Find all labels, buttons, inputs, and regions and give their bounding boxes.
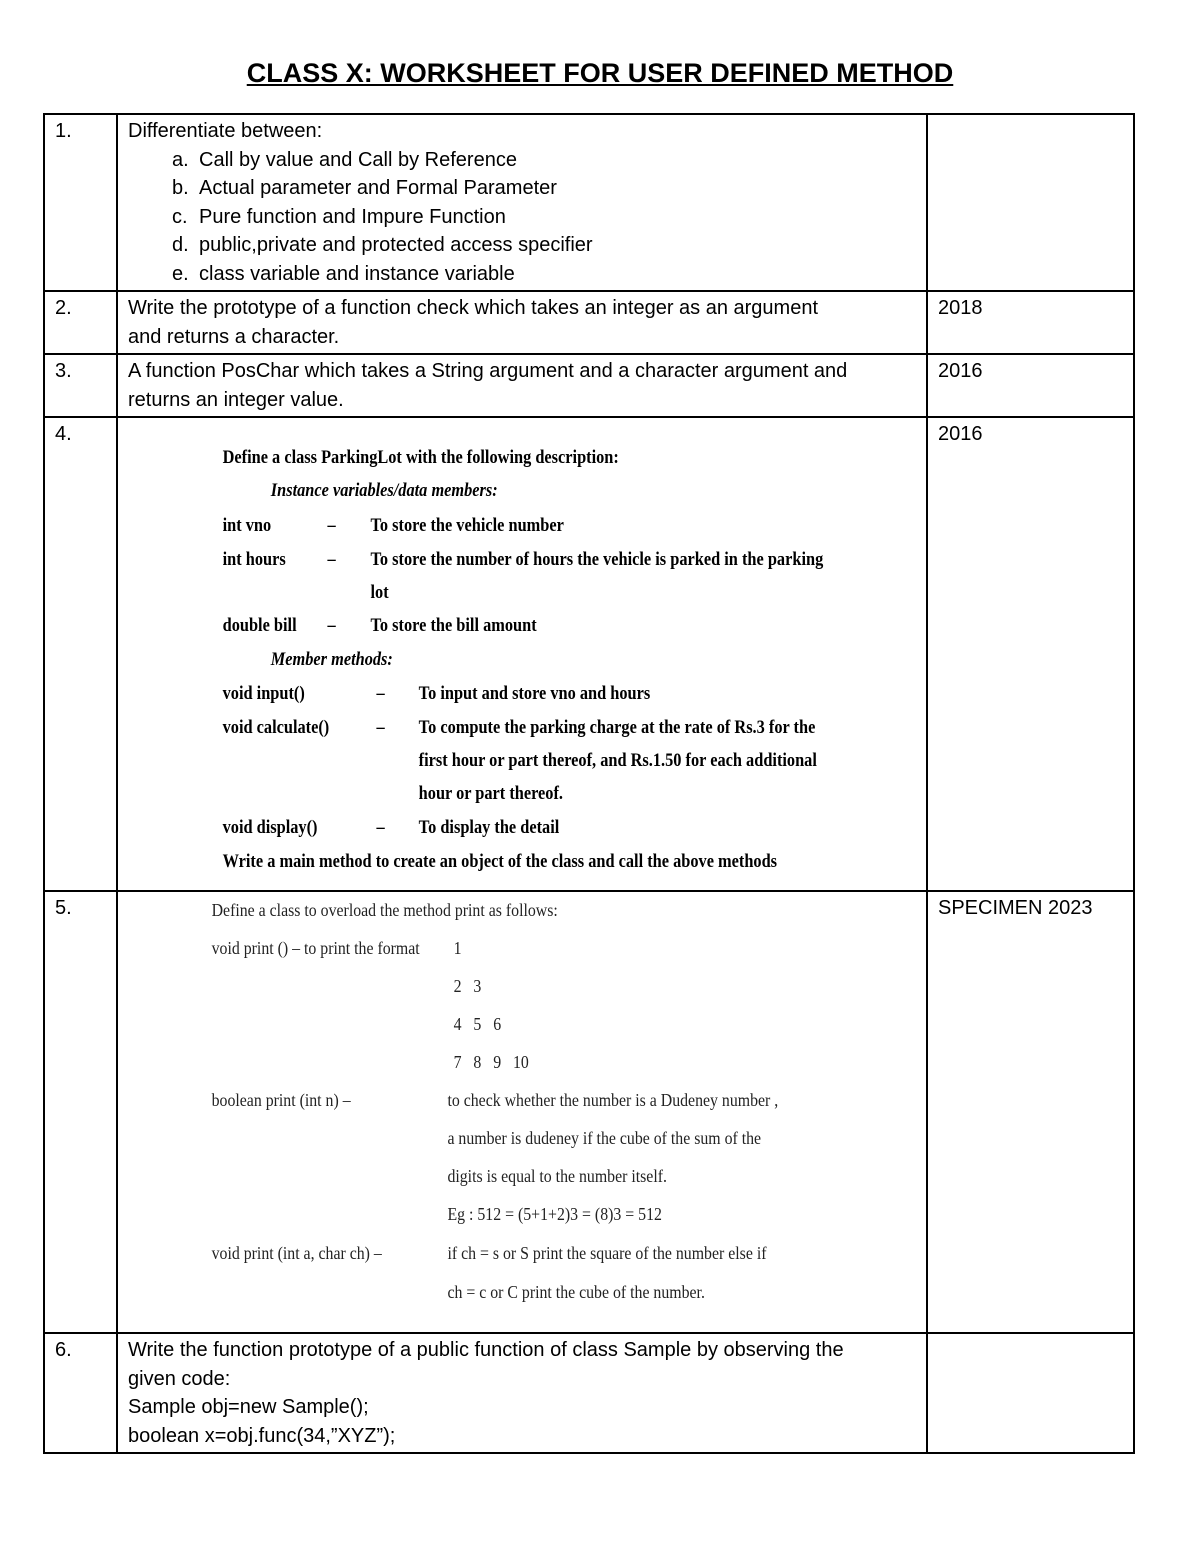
print-method-3-desc-cont: ch = c or C print the cube of the number. xyxy=(447,1282,705,1302)
question-row-1 xyxy=(44,114,1134,291)
question-number: 4. xyxy=(44,417,117,891)
question-row-3 xyxy=(44,354,1134,417)
print-method-2-desc-cont: a number is dudeney if the cube of the sum of the xyxy=(447,1128,762,1148)
item-letter: c. xyxy=(172,205,188,228)
input-desc: To input and store vno and hours xyxy=(418,683,651,704)
worksheet-title: CLASS X: WORKSHEET FOR USER DEFINED METHOD xyxy=(246,58,954,88)
print-method-1-signature: void print () – to print the format xyxy=(211,938,420,958)
question-text xyxy=(117,354,927,417)
parkinglot-question-image xyxy=(128,420,824,882)
question-number: 5. xyxy=(44,891,117,1333)
question-year: SPECIMEN 2023 xyxy=(927,891,1134,1333)
item-text: Call by value and Call by Reference xyxy=(199,148,517,171)
question-number: 3. xyxy=(44,354,117,417)
question-year: 2016 xyxy=(927,417,1134,891)
calculate-desc-cont: hour or part thereof. xyxy=(418,783,564,804)
pattern-row-3: 4 5 6 xyxy=(453,1014,502,1034)
code-line: Sample obj=new Sample(); xyxy=(128,1396,369,1418)
vno-name: int vno xyxy=(222,515,272,536)
question-line: Write the prototype of a function check which takes an integer as an argument xyxy=(128,297,819,319)
print-method-2-desc: to check whether the number is a Dudeney number , xyxy=(447,1090,779,1110)
question-row-4 xyxy=(44,417,1134,891)
print-method-2-signature: boolean print (int n) – xyxy=(211,1090,351,1110)
question-year xyxy=(927,1333,1134,1453)
question-year: 2016 xyxy=(927,354,1134,417)
parkinglot-heading: Define a class ParkingLot with the following description: xyxy=(222,447,619,468)
question-heading: Differentiate between: xyxy=(128,120,323,142)
dudeney-example: Eg : 512 = (5+1+2)3 = (8)3 = 512 xyxy=(447,1204,662,1224)
list-item xyxy=(172,231,916,260)
member-methods-heading: Member methods: xyxy=(270,649,393,670)
item-text: Pure function and Impure Function xyxy=(199,205,506,228)
question-text xyxy=(117,114,927,291)
hours-desc: To store the number of hours the vehicle is parked in the parking xyxy=(370,549,824,570)
bill-name: double bill xyxy=(222,615,297,636)
item-letter: d. xyxy=(172,234,189,256)
main-method-line: Write a main method to create an object of the class and call the above methods xyxy=(222,851,778,872)
overload-question-image xyxy=(128,894,821,1330)
pattern-row-1: 1 xyxy=(453,938,462,958)
display-dash: – xyxy=(376,817,385,838)
question-line: Write the function prototype of a public function of class Sample by observing the xyxy=(128,1339,844,1361)
question-number: 6. xyxy=(44,1333,117,1453)
question-line: and returns a character. xyxy=(128,325,340,348)
list-item xyxy=(172,260,916,289)
question-line: A function PosChar which takes a String argument and a character argument and xyxy=(128,360,848,382)
hours-desc-cont: lot xyxy=(370,582,389,603)
item-letter: e. xyxy=(172,262,189,285)
item-text: class variable and instance variable xyxy=(199,262,515,285)
calculate-dash: – xyxy=(376,717,385,738)
bill-dash: – xyxy=(327,615,336,636)
item-text: public,private and protected access specifier xyxy=(199,234,593,256)
question-number: 2. xyxy=(44,291,117,354)
display-desc: To display the detail xyxy=(418,817,560,838)
question-row-2 xyxy=(44,291,1134,354)
question-text xyxy=(117,891,927,1333)
calculate-name: void calculate() xyxy=(222,717,330,738)
pattern-row-2: 2 3 xyxy=(453,976,482,996)
code-line: boolean x=obj.func(34,”XYZ”); xyxy=(128,1424,396,1447)
question-year xyxy=(927,114,1134,291)
worksheet-table xyxy=(43,113,1135,1454)
item-text: Actual parameter and Formal Parameter xyxy=(199,177,557,199)
question-text xyxy=(117,1333,927,1453)
question-year: 2018 xyxy=(927,291,1134,354)
pattern-row-4: 7 8 9 10 xyxy=(453,1052,529,1072)
list-item xyxy=(172,174,916,203)
calculate-desc-cont: first hour or part thereof, and Rs.1.50 for each additional xyxy=(418,750,817,771)
hours-name: int hours xyxy=(222,549,286,570)
print-method-2-desc-cont: digits is equal to the number itself. xyxy=(447,1166,667,1186)
question-number: 1. xyxy=(44,114,117,291)
print-method-3-desc: if ch = s or S print the square of the number else if xyxy=(447,1243,767,1263)
input-name: void input() xyxy=(222,683,305,704)
list-item xyxy=(172,203,916,232)
sub-question-list xyxy=(128,146,916,289)
calculate-desc: To compute the parking charge at the rate of Rs.3 for the xyxy=(418,717,816,738)
bill-desc: To store the bill amount xyxy=(370,615,537,636)
hours-dash: – xyxy=(327,549,336,570)
question-text xyxy=(117,291,927,354)
question-row-6 xyxy=(44,1333,1134,1453)
question-row-5 xyxy=(44,891,1134,1333)
display-name: void display() xyxy=(222,817,318,838)
question-text xyxy=(117,417,927,891)
list-item xyxy=(172,146,916,175)
input-dash: – xyxy=(376,683,385,704)
question-line: returns an integer value. xyxy=(128,388,344,411)
question-line: given code: xyxy=(128,1367,231,1390)
vno-desc: To store the vehicle number xyxy=(370,515,564,536)
print-method-3-signature: void print (int a, char ch) – xyxy=(211,1243,382,1263)
vno-dash: – xyxy=(327,515,336,536)
instance-variables-heading: Instance variables/data members: xyxy=(270,480,498,501)
item-letter: b. xyxy=(172,177,189,199)
item-letter: a. xyxy=(172,148,189,171)
overload-heading: Define a class to overload the method print as follows: xyxy=(211,900,558,920)
